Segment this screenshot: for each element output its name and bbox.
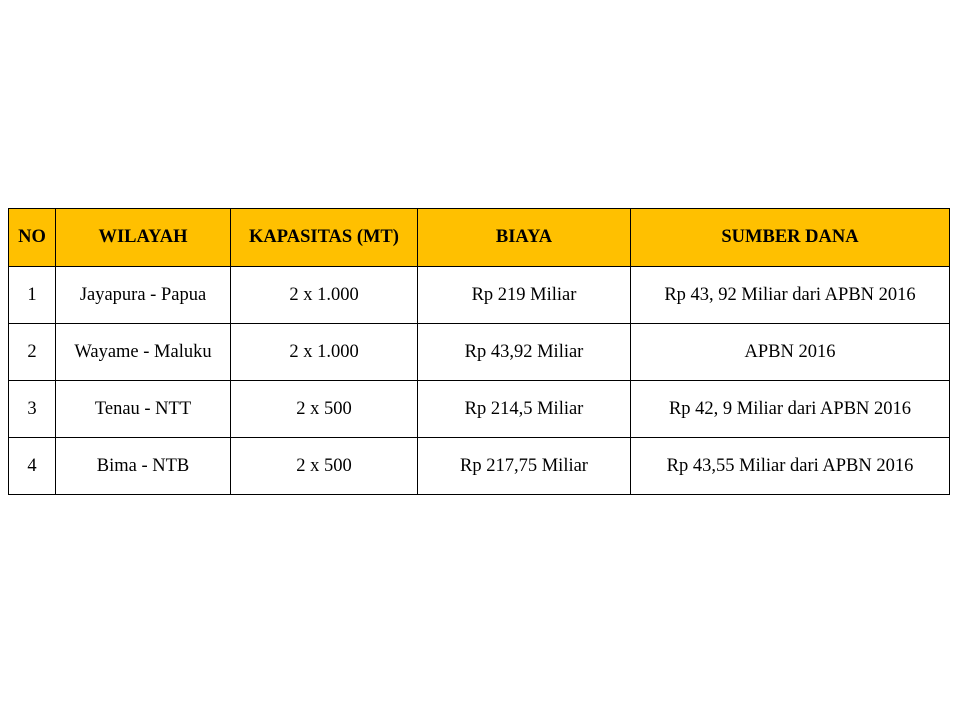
cell-biaya: Rp 43,92 Miliar (418, 324, 631, 381)
cell-biaya: Rp 217,75 Miliar (418, 438, 631, 495)
cell-kapasitas: 2 x 500 (231, 381, 418, 438)
cell-no: 3 (9, 381, 56, 438)
cell-no: 4 (9, 438, 56, 495)
table-row (9, 438, 950, 495)
cell-kapasitas: 2 x 1.000 (231, 324, 418, 381)
cell-kapasitas: 2 x 1.000 (231, 267, 418, 324)
cell-wilayah: Bima - NTB (56, 438, 231, 495)
table-row (9, 324, 950, 381)
cell-kapasitas: 2 x 500 (231, 438, 418, 495)
cell-wilayah: Wayame - Maluku (56, 324, 231, 381)
cell-no: 2 (9, 324, 56, 381)
cell-sumber-dana: Rp 43, 92 Miliar dari APBN 2016 (631, 267, 950, 324)
cell-sumber-dana: Rp 42, 9 Miliar dari APBN 2016 (631, 381, 950, 438)
cell-sumber-dana: Rp 43,55 Miliar dari APBN 2016 (631, 438, 950, 495)
header-row (9, 209, 950, 267)
cell-biaya: Rp 214,5 Miliar (418, 381, 631, 438)
cell-biaya: Rp 219 Miliar (418, 267, 631, 324)
header-cell-no: NO (9, 209, 56, 267)
table-row (9, 267, 950, 324)
data-table (8, 208, 950, 495)
header-cell-biaya: BIAYA (418, 209, 631, 267)
table-body (9, 267, 950, 495)
cell-wilayah: Jayapura - Papua (56, 267, 231, 324)
cell-no: 1 (9, 267, 56, 324)
table-header (9, 209, 950, 267)
header-cell-kapasitas: KAPASITAS (MT) (231, 209, 418, 267)
table-row (9, 381, 950, 438)
header-cell-sumber-dana: SUMBER DANA (631, 209, 950, 267)
cell-sumber-dana: APBN 2016 (631, 324, 950, 381)
header-cell-wilayah: WILAYAH (56, 209, 231, 267)
cell-wilayah: Tenau - NTT (56, 381, 231, 438)
